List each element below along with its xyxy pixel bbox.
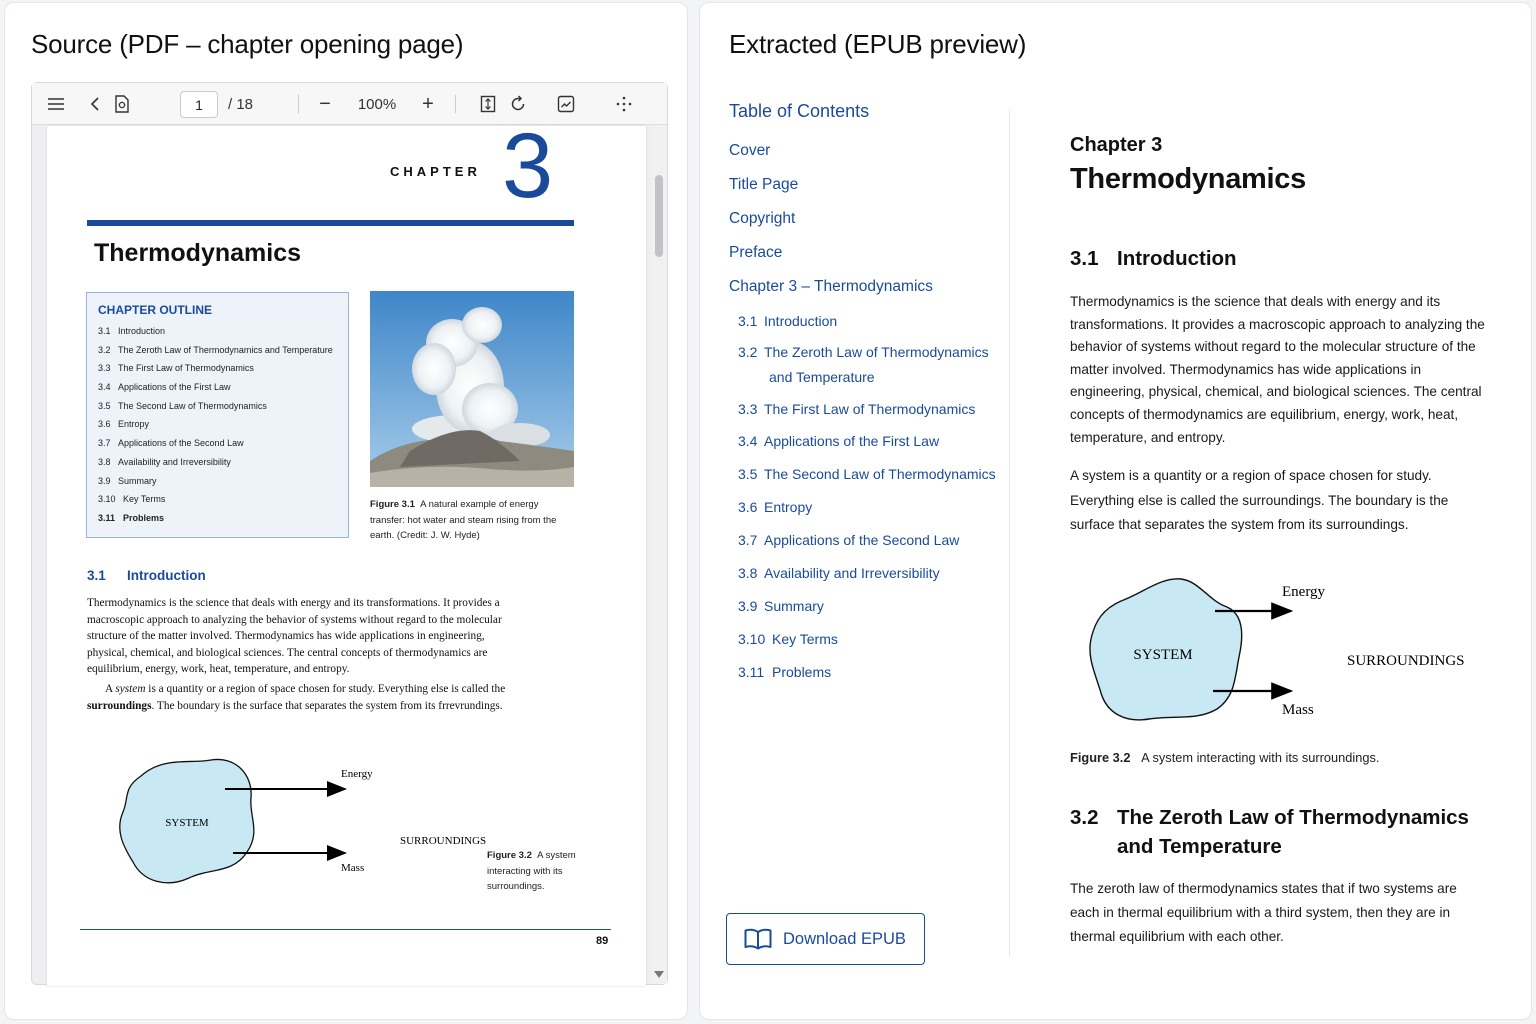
toc-item-section-3-10[interactable]: 3.10 Key Terms bbox=[738, 631, 838, 647]
chevron-left-icon[interactable] bbox=[86, 92, 104, 116]
annotate-icon[interactable] bbox=[556, 92, 576, 116]
epub-system-diagram bbox=[1085, 573, 1505, 733]
outline-item: 3.10 Key Terms bbox=[98, 494, 166, 505]
outline-item: 3.3 The First Law of Thermodynamics bbox=[98, 363, 254, 374]
chapter-label: CHAPTER bbox=[390, 164, 481, 179]
epub-panel-title: Extracted (EPUB preview) bbox=[729, 29, 1027, 59]
pdf-body-text bbox=[87, 595, 507, 714]
system-label: SYSTEM bbox=[1133, 647, 1193, 663]
toc-item-section-3-4[interactable]: 3.4 Applications of the First Law bbox=[738, 433, 940, 449]
paragraph: Thermodynamics is the science that deals with energy and its transformations. It provides a macroscopic approach to analyzing the behavior of systems without regard to the molecular structure of the matter involved. Thermodynamics has wide applications in engineering, physical, chemical, and biological sciences. The central concepts of thermodynamics are equilibrium, energy, work, heat, temperature, and entropy. bbox=[87, 597, 502, 676]
zoom-out-button[interactable]: − bbox=[319, 92, 331, 115]
section-title: The Zeroth Law of Thermodynamics and Temperature bbox=[1117, 806, 1469, 858]
outline-item: 3.2 The Zeroth Law of Thermodynamics and Temperature bbox=[98, 344, 333, 355]
toc-item-section-3-2[interactable]: 3.2 The Zeroth Law of Thermodynamics and Temperature bbox=[738, 344, 989, 385]
outline-item: 3.7 Applications of the Second Law bbox=[98, 438, 244, 449]
surroundings-label: SURROUNDINGS bbox=[400, 835, 487, 847]
outline-item: 3.5 The Second Law of Thermodynamics bbox=[98, 400, 267, 411]
surroundings-label: SURROUNDINGS bbox=[1347, 653, 1465, 669]
menu-icon[interactable] bbox=[44, 92, 68, 116]
epub-preview-panel bbox=[699, 2, 1532, 1020]
section-heading bbox=[87, 568, 206, 583]
toc-item-chapter-3-thermodynamics[interactable]: Chapter 3 – Thermodynamics bbox=[729, 278, 933, 295]
more-options-icon[interactable] bbox=[614, 92, 634, 116]
system-surroundings-diagram bbox=[113, 758, 487, 898]
toc-item-preface[interactable]: Preface bbox=[729, 244, 783, 261]
toc-item-copyright[interactable]: Copyright bbox=[729, 210, 796, 227]
scrollbar-thumb[interactable] bbox=[655, 175, 663, 257]
pdf-viewer bbox=[31, 82, 668, 985]
fit-page-icon[interactable] bbox=[478, 92, 498, 116]
chapter-outline-box bbox=[86, 292, 349, 538]
toc-item-section-3-9[interactable]: 3.9 Summary bbox=[738, 598, 824, 614]
epub-section-heading bbox=[1070, 803, 1469, 861]
epub-chapter-label: Chapter 3 bbox=[1070, 134, 1163, 156]
pdf-source-panel bbox=[4, 2, 688, 1020]
pdf-panel-title: Source (PDF – chapter opening page) bbox=[31, 29, 464, 59]
epub-chapter-title: Thermodynamics bbox=[1070, 163, 1306, 195]
section-number: 3.1 bbox=[87, 568, 106, 583]
chapter-title: Thermodynamics bbox=[94, 239, 302, 267]
book-icon bbox=[744, 928, 772, 950]
epub-paragraph: Thermodynamics is the science that deals with energy and its transformations. It provides a macroscopic approach to analyzing the behavior of systems without regard to the molecular structure of the matter involved. Thermodynamics has wide applications in engineering, physical, chemical, and biological sciences. The central concepts of thermodynamics are equilibrium, energy, work, heat, temperature, and entropy. bbox=[1070, 294, 1485, 445]
toc-item-section-3-5[interactable]: 3.5 The Second Law of Thermodynamics bbox=[738, 466, 996, 482]
page-total-label: / 18 bbox=[228, 95, 254, 113]
download-label: Download EPUB bbox=[783, 929, 906, 948]
epub-section-heading bbox=[1070, 247, 1237, 271]
outline-item: 3.4 Applications of the First Law bbox=[98, 382, 231, 393]
epub-figure-caption bbox=[1070, 750, 1379, 765]
figure-caption-text: A system interacting with its surroundings. bbox=[487, 850, 576, 892]
footer-rule bbox=[80, 929, 611, 930]
outline-item: 3.11 Problems bbox=[98, 512, 165, 523]
figure-label: Figure 3.2 bbox=[487, 850, 532, 861]
pdf-page bbox=[47, 115, 646, 986]
outline-list bbox=[98, 326, 337, 532]
toolbar-divider bbox=[455, 95, 456, 113]
paragraph: A system is a quantity or a region of space chosen for study. Everything else is called the surroundings. The boundary is the surface that separates the system from its frrevrundings. bbox=[87, 682, 506, 712]
zoom-level[interactable]: 100% bbox=[357, 95, 397, 113]
toc-item-cover[interactable]: Cover bbox=[729, 142, 771, 159]
energy-label: Energy bbox=[1282, 584, 1326, 600]
page-number: 89 bbox=[596, 935, 609, 947]
chapter-rule bbox=[87, 220, 574, 226]
epub-paragraph: The zeroth law of thermodynamics states that if two systems are each in thermal equilibrium with a third system, then they are in thermal equilibrium with each other. bbox=[1070, 881, 1457, 944]
toc-item-section-3-8[interactable]: 3.8 Availability and Irreversibility bbox=[738, 565, 940, 581]
toc-item-section-3-7[interactable]: 3.7 Applications of the Second Law bbox=[738, 532, 960, 548]
page-number-input[interactable]: 1 bbox=[180, 91, 218, 118]
toc-divider bbox=[1009, 109, 1010, 957]
figure-caption-text: A natural example of energy transfer: hot water and steam rising from the earth. (Credit: J. W. Hyde) bbox=[370, 499, 557, 541]
outline-heading: CHAPTER OUTLINE bbox=[98, 303, 212, 317]
chapter-number: 3 bbox=[502, 115, 554, 217]
toc-item-section-3-1[interactable]: 3.1 Introduction bbox=[738, 313, 838, 329]
zoom-in-button[interactable]: + bbox=[422, 92, 434, 115]
toc-item-section-3-3[interactable]: 3.3 The First Law of Thermodynamics bbox=[738, 401, 976, 417]
figure-caption-text: A system interacting with its surroundings. bbox=[1141, 750, 1380, 765]
section-number: 3.1 bbox=[1070, 247, 1099, 270]
scroll-down-arrow-icon[interactable] bbox=[654, 971, 664, 978]
outline-item: 3.1 Introduction bbox=[98, 326, 166, 336]
figure-3-2-caption bbox=[487, 848, 597, 895]
mass-label: Mass bbox=[1282, 702, 1314, 718]
pdf-scrollbar[interactable] bbox=[651, 125, 667, 984]
outline-item: 3.9 Summary bbox=[98, 475, 157, 486]
toolbar-divider bbox=[298, 95, 299, 113]
outline-item: 3.8 Availability and Irreversibility bbox=[98, 456, 231, 467]
section-number: 3.2 bbox=[1070, 806, 1099, 829]
rotate-icon[interactable] bbox=[508, 92, 528, 116]
energy-label: Energy bbox=[341, 768, 373, 780]
figure-3-1-caption bbox=[370, 497, 574, 544]
toc-title: Table of Contents bbox=[729, 101, 870, 121]
outline-item: 3.6 Entropy bbox=[98, 419, 150, 430]
epub-paragraph: A system is a quantity or a region of space chosen for study. Everything else is called the surroundings. The boundary is the surface that separates the system from its surroundings. bbox=[1070, 468, 1449, 532]
page-thumbnail-icon[interactable] bbox=[112, 92, 132, 116]
section-title: Introduction bbox=[127, 568, 206, 583]
figure-label: Figure 3.2 bbox=[1070, 750, 1131, 765]
geyser-photo bbox=[370, 291, 574, 487]
pdf-toolbar bbox=[32, 83, 667, 125]
download-epub-button[interactable] bbox=[726, 913, 925, 965]
toc-item-title-page[interactable]: Title Page bbox=[729, 176, 799, 193]
section-title: Introduction bbox=[1117, 247, 1237, 270]
figure-label: Figure 3.1 bbox=[370, 499, 415, 510]
toc-item-section-3-11[interactable]: 3.11 Problems bbox=[738, 664, 832, 680]
mass-label: Mass bbox=[341, 862, 365, 874]
system-label: SYSTEM bbox=[165, 817, 209, 829]
toc-item-section-3-6[interactable]: 3.6 Entropy bbox=[738, 499, 813, 515]
